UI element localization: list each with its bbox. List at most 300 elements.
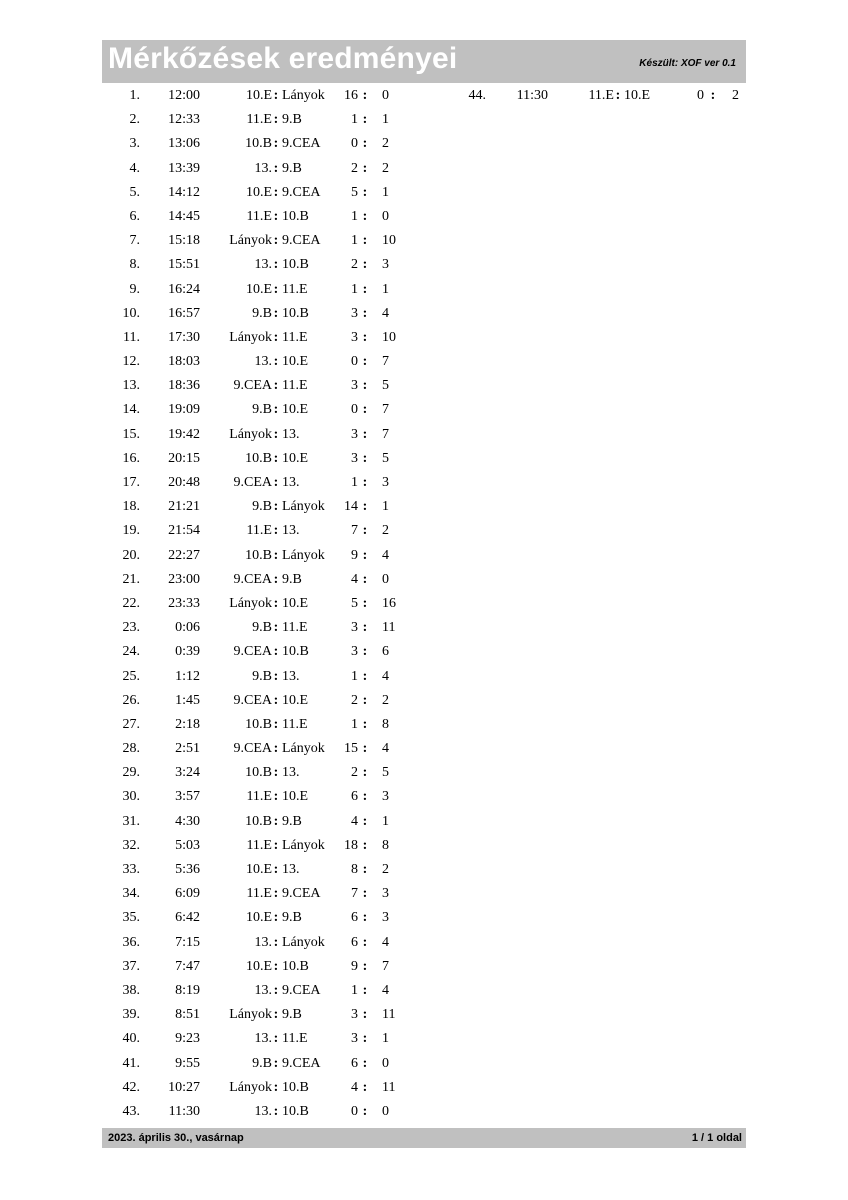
team-separator: :: [273, 958, 279, 974]
match-number: 6.: [129, 208, 140, 224]
home-score: 1: [351, 208, 358, 224]
match-time: 0:39: [175, 644, 200, 660]
match-time: 21:54: [168, 523, 200, 539]
home-team: 9.CEA: [233, 571, 272, 587]
match-time: 7:15: [175, 934, 200, 950]
away-score: 1: [382, 281, 389, 297]
score-separator: :: [362, 112, 368, 128]
team-separator: :: [273, 426, 279, 442]
match-row: [102, 595, 402, 619]
away-score: 3: [382, 910, 389, 926]
home-score: 5: [351, 184, 358, 200]
score-separator: :: [362, 571, 368, 587]
match-number: 38.: [122, 982, 140, 998]
home-team: 11.E: [588, 88, 614, 103]
match-row: [102, 450, 402, 474]
away-score: 3: [382, 886, 389, 902]
match-number: 26.: [122, 692, 140, 708]
match-time: 8:51: [175, 1007, 200, 1023]
away-team: 11.E: [282, 378, 308, 394]
match-row: [102, 668, 402, 692]
generator-credit: Készült: XOF ver 0.1: [639, 58, 736, 69]
team-separator: :: [273, 571, 279, 587]
match-time: 1:45: [175, 692, 200, 708]
match-number: 9.: [129, 281, 140, 297]
home-team: 10.B: [245, 716, 272, 732]
match-time: 19:09: [168, 402, 200, 418]
team-separator: :: [273, 765, 279, 781]
match-time: 2:18: [175, 716, 200, 732]
home-score: 3: [351, 305, 358, 321]
home-score: 1: [351, 668, 358, 684]
match-time: 23:33: [168, 595, 200, 611]
match-time: 6:42: [175, 910, 200, 926]
match-number: 24.: [122, 644, 140, 660]
match-row: [102, 208, 402, 232]
away-score: 2: [382, 160, 389, 176]
match-number: 11.: [123, 329, 140, 345]
score-separator: :: [362, 426, 368, 442]
home-score: 2: [351, 765, 358, 781]
away-team: 9.B: [282, 813, 302, 829]
match-number: 8.: [129, 257, 140, 273]
team-separator: :: [273, 136, 279, 152]
away-score: 11: [382, 1079, 396, 1095]
match-time: 7:47: [175, 958, 200, 974]
match-time: 8:19: [175, 982, 200, 998]
match-time: 14:45: [168, 208, 200, 224]
score-separator: :: [362, 257, 368, 273]
page-title: Mérkőzések eredményei: [108, 42, 458, 75]
team-separator: :: [273, 1055, 279, 1071]
score-separator: :: [362, 934, 368, 950]
away-team: 13.: [282, 668, 300, 684]
away-score: 7: [382, 402, 389, 418]
team-separator: :: [273, 1007, 279, 1023]
team-separator: :: [273, 402, 279, 418]
match-row: [102, 329, 402, 353]
page-footer: [102, 1128, 746, 1148]
match-number: 10.: [122, 305, 140, 321]
away-score: 4: [382, 668, 389, 684]
home-score: 3: [351, 378, 358, 394]
home-team: 13.: [254, 354, 272, 370]
score-separator: :: [362, 1055, 368, 1071]
home-score: 4: [351, 1079, 358, 1095]
team-separator: :: [273, 692, 279, 708]
away-team: 11.E: [282, 329, 308, 345]
match-time: 2:51: [175, 741, 200, 757]
score-separator: :: [362, 523, 368, 539]
match-number: 12.: [122, 354, 140, 370]
away-score: 4: [382, 305, 389, 321]
home-team: 11.E: [246, 886, 272, 902]
score-separator: :: [362, 958, 368, 974]
home-score: 0: [697, 88, 704, 103]
match-time: 6:09: [175, 886, 200, 902]
match-row: [102, 547, 402, 571]
match-number: 44.: [468, 88, 486, 103]
home-score: 6: [351, 789, 358, 805]
match-row: [102, 885, 402, 909]
home-score: 7: [351, 523, 358, 539]
match-time: 12:33: [168, 112, 200, 128]
score-separator: :: [362, 499, 368, 515]
match-number: 20.: [122, 547, 140, 563]
team-separator: :: [273, 620, 279, 636]
match-number: 7.: [129, 233, 140, 249]
away-score: 1: [382, 1031, 389, 1047]
match-time: 11:30: [516, 88, 548, 103]
score-separator: :: [362, 837, 368, 853]
home-team: 13.: [254, 982, 272, 998]
team-separator: :: [273, 934, 279, 950]
match-number: 3.: [129, 136, 140, 152]
home-team: 10.B: [245, 450, 272, 466]
home-score: 0: [351, 1103, 358, 1119]
match-row: [102, 305, 402, 329]
match-row: [102, 982, 402, 1006]
home-score: 3: [351, 1007, 358, 1023]
match-row: [102, 619, 402, 643]
match-row: [102, 281, 402, 305]
team-separator: :: [273, 1079, 279, 1095]
match-time: 22:27: [168, 547, 200, 563]
match-row: [102, 401, 402, 425]
away-team: 11.E: [282, 620, 308, 636]
away-score: 3: [382, 257, 389, 273]
match-time: 9:55: [175, 1055, 200, 1071]
match-time: 17:30: [168, 329, 200, 345]
home-score: 8: [351, 862, 358, 877]
match-time: 20:15: [168, 450, 200, 466]
home-team: 11.E: [246, 523, 272, 539]
match-row: [102, 184, 402, 208]
home-score: 1: [351, 112, 358, 128]
team-separator: :: [273, 450, 279, 466]
away-team: 10.B: [282, 644, 309, 660]
score-separator: :: [362, 813, 368, 829]
away-score: 7: [382, 426, 389, 442]
match-time: 0:06: [175, 620, 200, 636]
away-team: 11.E: [282, 281, 308, 297]
home-score: 2: [351, 160, 358, 176]
home-score: 3: [351, 450, 358, 466]
score-separator: :: [362, 716, 368, 732]
home-team: 13.: [254, 1103, 272, 1119]
away-team: 13.: [282, 862, 300, 877]
match-number: 37.: [122, 958, 140, 974]
home-score: 0: [351, 354, 358, 370]
team-separator: :: [273, 837, 279, 853]
match-time: 14:12: [168, 184, 200, 200]
home-score: 4: [351, 813, 358, 829]
home-score: 3: [351, 1031, 358, 1047]
home-team: 11.E: [246, 112, 272, 128]
match-time: 9:23: [175, 1031, 200, 1047]
home-team: 13.: [254, 1031, 272, 1047]
away-score: 2: [382, 523, 389, 539]
home-team: 13.: [254, 160, 272, 176]
home-score: 3: [351, 620, 358, 636]
home-score: 9: [351, 958, 358, 974]
away-team: 10.B: [282, 1079, 309, 1095]
score-separator: :: [362, 329, 368, 345]
match-row: [102, 135, 402, 159]
match-row: [102, 256, 402, 280]
away-score: 5: [382, 378, 389, 394]
match-time: 5:36: [175, 862, 200, 877]
home-team: Lányok: [229, 426, 272, 442]
home-team: 9.CEA: [233, 741, 272, 757]
match-time: 18:03: [168, 354, 200, 370]
away-score: 0: [382, 88, 389, 103]
team-separator: :: [273, 257, 279, 273]
match-number: 36.: [122, 934, 140, 950]
score-separator: :: [362, 547, 368, 563]
home-team: 11.E: [246, 208, 272, 224]
team-separator: :: [273, 862, 279, 877]
match-time: 19:42: [168, 426, 200, 442]
footer-date: 2023. április 30., vasárnap: [108, 1132, 244, 1144]
home-team: 9.B: [252, 620, 272, 636]
match-row: [102, 958, 402, 982]
home-team: 9.CEA: [233, 475, 272, 490]
match-time: 21:21: [168, 499, 200, 515]
match-number: 40.: [122, 1031, 140, 1047]
match-number: 23.: [122, 620, 140, 636]
home-score: 1: [351, 475, 358, 490]
score-separator: :: [362, 184, 368, 200]
away-score: 1: [382, 813, 389, 829]
home-team: Lányok: [229, 1079, 272, 1095]
match-time: 23:00: [168, 571, 200, 587]
score-separator: :: [362, 305, 368, 321]
home-team: 10.E: [245, 958, 272, 974]
team-separator: :: [273, 1031, 279, 1047]
home-team: Lányok: [229, 595, 272, 611]
match-number: 31.: [122, 813, 140, 829]
away-team: 9.CEA: [282, 184, 321, 200]
home-score: 5: [351, 595, 358, 611]
match-row: [102, 861, 402, 885]
away-score: 10: [382, 233, 396, 249]
away-team: 13.: [282, 426, 300, 442]
match-number: 19.: [122, 523, 140, 539]
away-score: 5: [382, 450, 389, 466]
team-separator: :: [273, 475, 279, 490]
team-separator: :: [273, 281, 279, 297]
score-separator: :: [362, 450, 368, 466]
match-time: 16:24: [168, 281, 200, 297]
match-row: [102, 934, 402, 958]
results-column-1: [102, 87, 402, 1127]
home-score: 0: [351, 402, 358, 418]
match-time: 5:03: [175, 837, 200, 853]
away-team: Lányok: [282, 934, 325, 950]
away-team: 10.B: [282, 958, 309, 974]
match-number: 2.: [129, 112, 140, 128]
match-row: [102, 426, 402, 450]
team-separator: :: [273, 716, 279, 732]
score-separator: :: [362, 692, 368, 708]
away-score: 7: [382, 958, 389, 974]
home-team: 11.E: [246, 837, 272, 853]
score-separator: :: [362, 910, 368, 926]
match-row: [102, 1030, 402, 1054]
home-team: 9.B: [252, 1055, 272, 1071]
team-separator: :: [273, 160, 279, 176]
match-row: [102, 1006, 402, 1030]
match-row: [102, 692, 402, 716]
home-score: 1: [351, 233, 358, 249]
score-separator: :: [710, 88, 716, 103]
match-row: [440, 87, 746, 111]
match-row: [102, 837, 402, 861]
score-separator: :: [362, 620, 368, 636]
away-team: 9.B: [282, 571, 302, 587]
away-score: 6: [382, 644, 389, 660]
match-number: 4.: [129, 160, 140, 176]
away-score: 11: [382, 620, 396, 636]
match-row: [102, 232, 402, 256]
score-separator: :: [362, 765, 368, 781]
score-separator: :: [362, 281, 368, 297]
away-score: 0: [382, 1103, 389, 1119]
team-separator: :: [273, 329, 279, 345]
away-team: 10.E: [282, 692, 309, 708]
match-number: 1.: [129, 88, 140, 103]
score-separator: :: [362, 741, 368, 757]
match-number: 34.: [122, 886, 140, 902]
match-number: 25.: [122, 668, 140, 684]
away-team: 10.E: [624, 88, 651, 103]
score-separator: :: [362, 595, 368, 611]
team-separator: :: [615, 88, 621, 103]
home-score: 2: [351, 257, 358, 273]
score-separator: :: [362, 789, 368, 805]
score-separator: :: [362, 136, 368, 152]
match-time: 12:00: [168, 88, 200, 103]
match-number: 42.: [122, 1079, 140, 1095]
match-time: 18:36: [168, 378, 200, 394]
away-team: 9.CEA: [282, 136, 321, 152]
score-separator: :: [362, 475, 368, 490]
team-separator: :: [273, 378, 279, 394]
team-separator: :: [273, 644, 279, 660]
away-team: 9.B: [282, 1007, 302, 1023]
match-number: 39.: [122, 1007, 140, 1023]
home-score: 2: [351, 692, 358, 708]
match-row: [102, 377, 402, 401]
home-team: 13.: [254, 257, 272, 273]
away-score: 2: [382, 136, 389, 152]
match-row: [102, 498, 402, 522]
home-team: 10.E: [245, 88, 272, 103]
match-number: 41.: [122, 1055, 140, 1071]
home-team: 9.CEA: [233, 692, 272, 708]
score-separator: :: [362, 1103, 368, 1119]
score-separator: :: [362, 668, 368, 684]
page-header: [102, 40, 746, 83]
match-time: 3:57: [175, 789, 200, 805]
match-row: [102, 716, 402, 740]
match-row: [102, 788, 402, 812]
score-separator: :: [362, 208, 368, 224]
team-separator: :: [273, 112, 279, 128]
home-team: 10.E: [245, 910, 272, 926]
match-row: [102, 1079, 402, 1103]
away-score: 1: [382, 499, 389, 515]
away-team: 9.CEA: [282, 1055, 321, 1071]
away-team: 10.B: [282, 1103, 309, 1119]
match-time: 13:06: [168, 136, 200, 152]
away-score: 7: [382, 354, 389, 370]
match-row: [102, 1103, 402, 1127]
score-separator: :: [362, 644, 368, 660]
home-score: 1: [351, 716, 358, 732]
home-team: Lányok: [229, 1007, 272, 1023]
score-separator: :: [362, 233, 368, 249]
home-team: 9.B: [252, 402, 272, 418]
match-time: 4:30: [175, 813, 200, 829]
match-row: [102, 111, 402, 135]
away-score: 8: [382, 716, 389, 732]
team-separator: :: [273, 595, 279, 611]
match-number: 29.: [122, 765, 140, 781]
home-score: 6: [351, 1055, 358, 1071]
home-team: 13.: [254, 934, 272, 950]
match-number: 18.: [122, 499, 140, 515]
match-row: [102, 353, 402, 377]
team-separator: :: [273, 982, 279, 998]
home-team: 10.B: [245, 765, 272, 781]
home-team: 10.E: [245, 184, 272, 200]
match-time: 15:51: [168, 257, 200, 273]
home-score: 18: [344, 837, 358, 853]
away-score: 11: [382, 1007, 396, 1023]
match-row: [102, 909, 402, 933]
score-separator: :: [362, 1079, 368, 1095]
score-separator: :: [362, 402, 368, 418]
team-separator: :: [273, 208, 279, 224]
home-score: 15: [344, 741, 358, 757]
away-score: 5: [382, 765, 389, 781]
home-team: 9.B: [252, 305, 272, 321]
match-number: 14.: [122, 402, 140, 418]
home-team: 10.E: [245, 281, 272, 297]
match-number: 15.: [122, 426, 140, 442]
away-team: 13.: [282, 475, 300, 490]
match-row: [102, 764, 402, 788]
score-separator: :: [362, 354, 368, 370]
home-score: 1: [351, 982, 358, 998]
away-score: 4: [382, 982, 389, 998]
away-team: 10.B: [282, 208, 309, 224]
away-score: 2: [732, 88, 739, 103]
match-time: 1:12: [175, 668, 200, 684]
away-score: 0: [382, 208, 389, 224]
team-separator: :: [273, 789, 279, 805]
match-time: 11:30: [168, 1103, 200, 1119]
away-team: 9.CEA: [282, 982, 321, 998]
home-team: 10.B: [245, 547, 272, 563]
home-score: 6: [351, 934, 358, 950]
away-team: 13.: [282, 523, 300, 539]
match-number: 30.: [122, 789, 140, 805]
page-number: 1 / 1 oldal: [691, 1132, 742, 1144]
home-score: 4: [351, 571, 358, 587]
